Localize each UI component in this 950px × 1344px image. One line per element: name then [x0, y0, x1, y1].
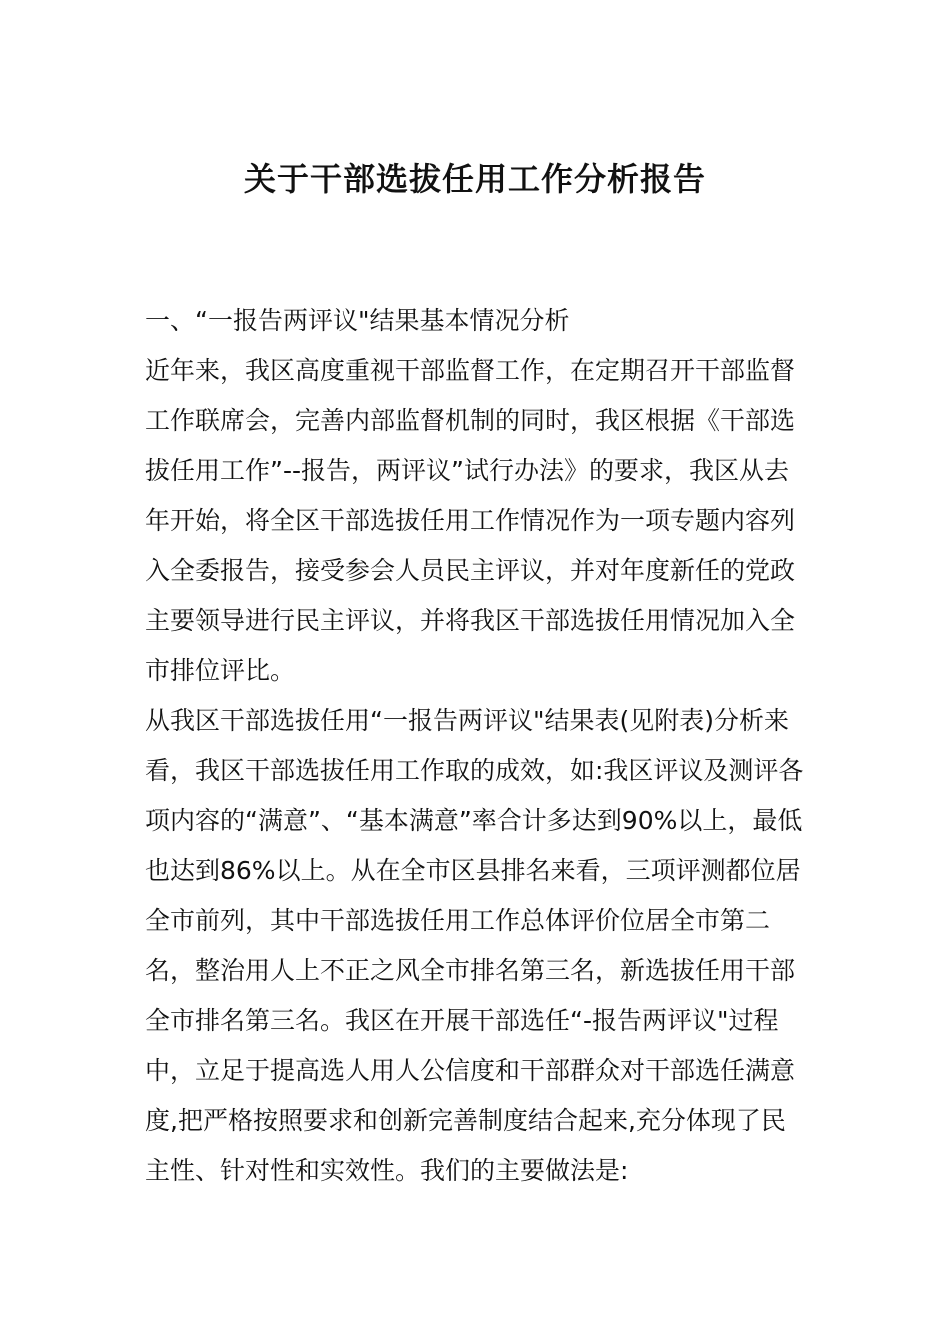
- document-title: 关于干部选拔任用工作分析报告: [243, 160, 706, 198]
- paragraph: 从我区干部选拔任用“一报告两评议"结果表(见附表)分析来看，我区干部选拔任用工作取的成效，如:我区评议及测评各项内容的“满意”、“基本满意”率合计多达到90%以上，最低也达到86%以上。从在全市区县排名来看，三项评测都位居全市前列，其中干部选拔任用工作总体评价位居全市第二名，整治用人上不正之风全市排名第三名，新选拔任用干部全市排名第三名。我区在开展干部选任“-报告两评议"过程中，立足于提高选人用人公信度和干部群众对干部选任满意度,把严格按照要求和创新完善制度结合起来,充分体现了民主性、针对性和实效性。我们的主要做法是:: [145, 706, 804, 1185]
- section-heading: 一、“一报告两评议"结果基本情况分析: [145, 306, 570, 335]
- paragraph: 近年来，我区高度重视干部监督工作，在定期召开干部监督工作联席会，完善内部监督机制的同时，我区根据《干部选拔任用工作”--报告，两评议”试行办法》的要求，我区从去年开始，将全区干部选拔任用工作情况作为一项专题内容列入全委报告，接受参会人员民主评议，并对年度新任的党政主要领导进行民主评议，并将我区干部选拔任用情况加入全市排位评比。: [145, 356, 796, 685]
- document-body: [145, 296, 810, 1196]
